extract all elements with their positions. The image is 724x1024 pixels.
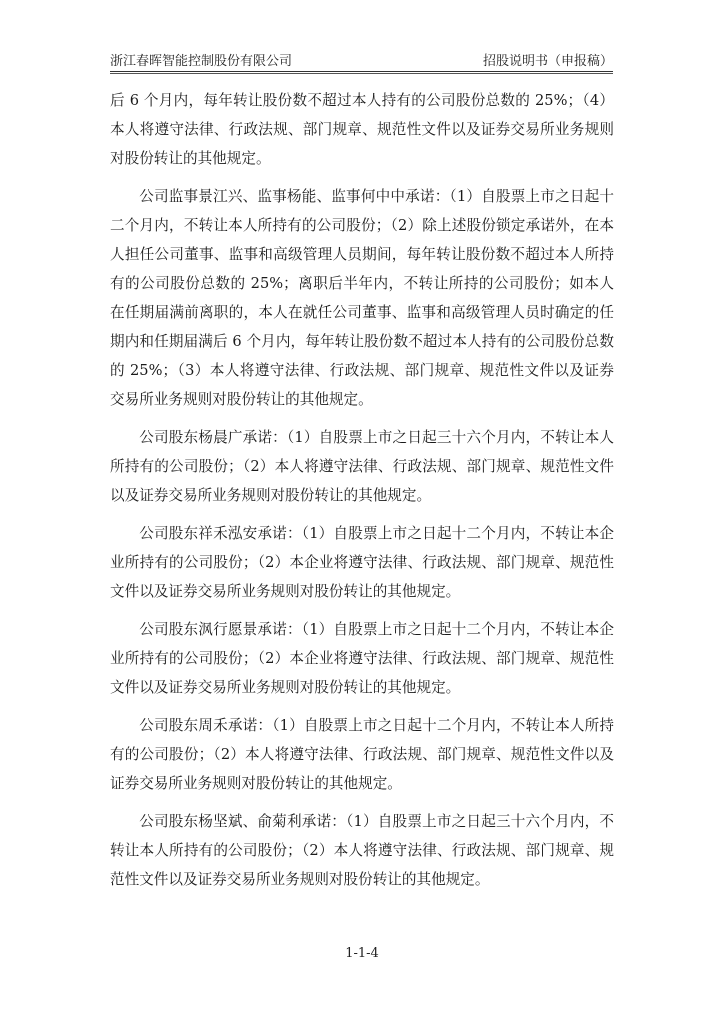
paragraph-supervisors-commitment: 公司监事景江兴、监事杨能、监事何中中承诺：（1）自股票上市之日起十二个月内，不转让本人所持有的公司股份；（2）除上述股份锁定承诺外，在本人担任公司董事、监事和高级管理人员期间，每年转让股份数不超过本人所持有的公司股份总数的 25%；离职后半年内，不转让所持的公司股份；如本人在任期届满前离职的，本人在就任公司董事、监事和高级管理人员时确定的任期内和任期届满后 6 个月内，每年转让股份数不超过本人持有的公司股份总数的 25%；（3）本人将遵守法律、行政法规、部门规章、规范性文件以及证券交易所业务规则对股份转让的其他规定。 (110, 188, 614, 408)
header-company-name: 浙江春晖智能控制股份有限公司 (110, 54, 293, 69)
document-body (110, 86, 614, 903)
header-document-title: 招股说明书（申报稿） (482, 54, 613, 69)
paragraph-shareholder-fengxing-yuanjing: 公司股东沨行愿景承诺：（1）自股票上市之日起十二个月内，不转让本企业所持有的公司股份；（2）本企业将遵守法律、行政法规、部门规章、规范性文件以及证券交易所业务规则对股份转让的其他规定。 (110, 621, 614, 696)
paragraph-shareholder-xianghe-hongan: 公司股东祥禾泓安承诺：（1）自股票上市之日起十二个月内，不转让本企业所持有的公司股份；（2）本企业将遵守法律、行政法规、部门规章、规范性文件以及证券交易所业务规则对股份转让的其他规定。 (110, 525, 614, 600)
header-divider-thin (110, 73, 613, 74)
paragraph-shareholder-yang-chenguang: 公司股东杨晨广承诺：（1）自股票上市之日起三十六个月内，不转让本人所持有的公司股份；（2）本人将遵守法律、行政法规、部门规章、规范性文件以及证券交易所业务规则对股份转让的其他规定。 (110, 429, 614, 504)
paragraph-shareholder-zhou-he: 公司股东周禾承诺：（1）自股票上市之日起十二个月内，不转让本人所持有的公司股份；（2）本人将遵守法律、行政法规、部门规章、规范性文件以及证券交易所业务规则对股份转让的其他规定。 (110, 717, 614, 792)
paragraph-continuation: 后 6 个月内，每年转让股份数不超过本人持有的公司股份总数的 25%；（4）本人将遵守法律、行政法规、部门规章、规范性文件以及证券交易所业务规则对股份转让的其他规定。 (110, 92, 614, 167)
page-number: 1-1-4 (345, 946, 379, 961)
header-divider (110, 71, 613, 72)
paragraph-shareholder-yang-yu: 公司股东杨坚斌、俞菊利承诺：（1）自股票上市之日起三十六个月内，不转让本人所持有的公司股份；（2）本人将遵守法律、行政法规、部门规章、规范性文件以及证券交易所业务规则对股份转让的其他规定。 (110, 813, 614, 888)
page-header (110, 50, 613, 70)
